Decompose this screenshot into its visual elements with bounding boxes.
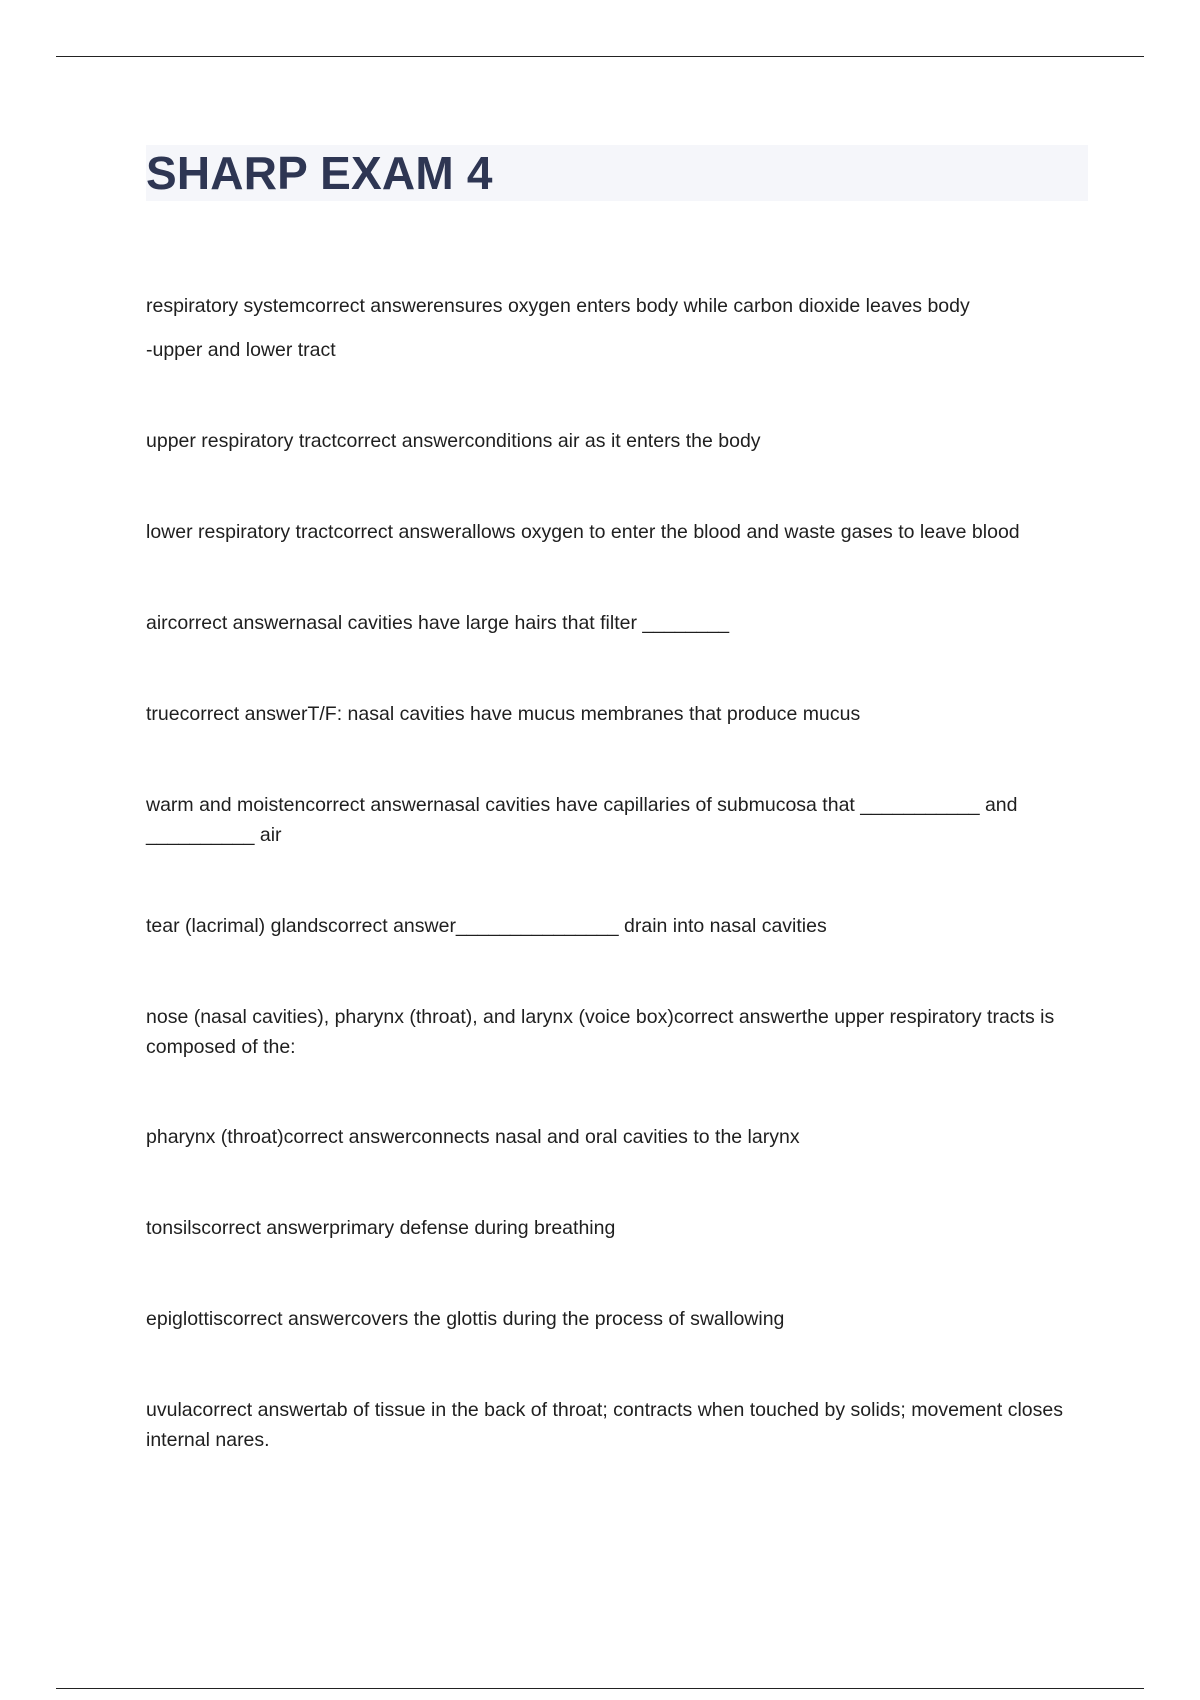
entry-text: nose (nasal cavities), pharynx (throat), and larynx (voice box)correct answerthe upper respiratory tracts is composed of the: [146, 1006, 1055, 1058]
flashcard-entry [146, 1213, 1086, 1243]
entry-text: aircorrect answernasal cavities have large hairs that filter ________ [146, 612, 730, 634]
title-banner [146, 145, 1088, 201]
flashcard-entry [146, 608, 1086, 638]
entry-text: tear (lacrimal) glandscorrect answer_______________ drain into nasal cavities [146, 915, 827, 937]
flashcard-entry [146, 790, 1086, 850]
flashcard-entry [146, 291, 1086, 365]
entry-text: uvulacorrect answertab of tissue in the back of throat; contracts when touched by solids; movement closes internal nares. [146, 1399, 1063, 1451]
flashcard-entry [146, 1395, 1086, 1455]
header-rule [56, 56, 1144, 57]
entry-text: truecorrect answerT/F: nasal cavities have mucus membranes that produce mucus [146, 703, 861, 725]
entry-text: warm and moistencorrect answernasal cavities have capillaries of submucosa that ___________ and __________ air [146, 794, 1018, 846]
entry-text: epiglottiscorrect answercovers the glottis during the process of swallowing [146, 1308, 785, 1330]
entry-text: pharynx (throat)correct answerconnects nasal and oral cavities to the larynx [146, 1126, 800, 1148]
page-title: SHARP EXAM 4 [146, 147, 493, 199]
flashcard-entry [146, 699, 1086, 729]
flashcard-entry [146, 911, 1086, 941]
flashcard-entry [146, 517, 1086, 547]
entry-text: respiratory systemcorrect answerensures oxygen enters body while carbon dioxide leaves body [146, 295, 970, 317]
flashcard-entry [146, 426, 1086, 456]
entry-subtext: -upper and lower tract [146, 339, 336, 361]
footer-rule [56, 1688, 1144, 1689]
entry-text: upper respiratory tractcorrect answerconditions air as it enters the body [146, 430, 761, 452]
flashcard-entry [146, 1304, 1086, 1334]
flashcard-entry [146, 1122, 1086, 1152]
flashcard-entry [146, 1002, 1086, 1062]
entry-text: tonsilscorrect answerprimary defense during breathing [146, 1217, 616, 1239]
entry-text: lower respiratory tractcorrect answerallows oxygen to enter the blood and waste gases to leave blood [146, 521, 1020, 543]
